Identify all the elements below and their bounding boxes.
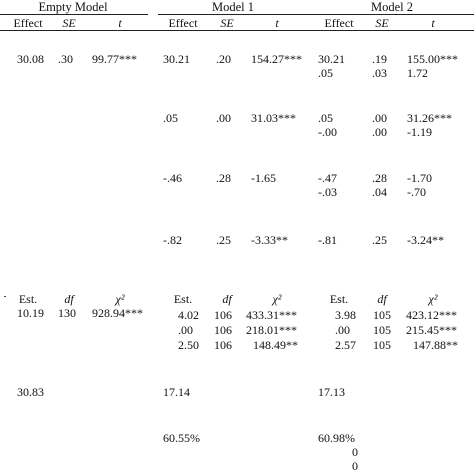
m2-re-df-1: 105	[373, 308, 391, 322]
m1-re-df-2: 106	[214, 323, 232, 337]
empty-t: 99.77***	[92, 52, 137, 66]
deviance-m2: 17.13	[318, 385, 345, 399]
empty-re-est: 10.19	[17, 306, 44, 320]
variance-extra-1: 0	[352, 445, 358, 459]
empty-se: .30	[58, 52, 73, 66]
m2-t-row1: 155.00***	[407, 52, 458, 66]
col-chi2-m1: χ²	[272, 292, 282, 306]
header-empty-model: Empty Model	[38, 0, 108, 14]
header-rule-model1	[158, 14, 318, 15]
m1-re-df-3: 106	[214, 338, 232, 352]
m2-effect-row1: 30.21	[318, 52, 345, 66]
margin-mark	[4, 296, 6, 297]
m2-effect-row3b: -.03	[318, 185, 337, 199]
m1-re-chi2-1: 433.31***	[246, 308, 297, 322]
variance-extra-2: 0	[352, 459, 358, 473]
m2-re-chi2-3: 147.88**	[413, 338, 458, 352]
m1-effect-row4: -.82	[163, 233, 182, 247]
m2-re-est-1: 3.98	[335, 308, 356, 322]
m1-re-chi2-3: 148.49**	[253, 338, 298, 352]
m2-effect-row2: .05	[318, 111, 333, 125]
m1-re-est-3: 2.50	[178, 338, 199, 352]
variance-explained-m2: 60.98%	[318, 431, 355, 445]
m1-t-row2: 31.03***	[251, 111, 296, 125]
m1-re-est-2: .00	[178, 323, 193, 337]
m2-se-row4: .25	[372, 233, 387, 247]
col-t-m2: t	[431, 16, 435, 30]
col-effect-m2: Effect	[324, 16, 354, 30]
m2-effect-row3: -.47	[318, 171, 337, 185]
m1-effect-row2: .05	[163, 111, 178, 125]
m2-t-row2b: -1.19	[407, 125, 432, 139]
m2-se-row3: .28	[372, 171, 387, 185]
m2-se-row1: .19	[372, 52, 387, 66]
deviance-empty: 30.83	[17, 385, 44, 399]
header-rule-empty	[0, 14, 148, 15]
m2-t-row3: -1.70	[407, 171, 432, 185]
m1-re-df-1: 106	[214, 308, 232, 322]
variance-explained-m1: 60.55%	[163, 431, 200, 445]
m2-re-chi2-2: 215.45***	[406, 323, 457, 337]
col-est-m2: Est.	[329, 292, 349, 306]
m1-se-row1: .20	[216, 52, 231, 66]
column-header-rule	[0, 30, 474, 31]
m2-se-row1b: .03	[372, 66, 387, 80]
m2-t-row1b: 1.72	[407, 66, 428, 80]
header-model-1: Model 1	[211, 0, 255, 14]
m2-se-row2b: .00	[372, 125, 387, 139]
m1-effect-row1: 30.21	[163, 52, 190, 66]
m2-t-row4: -3.24**	[407, 233, 444, 247]
m1-se-row4: .25	[216, 233, 231, 247]
m2-re-est-3: 2.57	[335, 338, 356, 352]
m1-effect-row3: -.46	[163, 171, 182, 185]
empty-re-df: 130	[58, 306, 76, 320]
m2-effect-row4: -.81	[318, 233, 337, 247]
m1-t-row4: -3.33**	[251, 233, 288, 247]
empty-re-chi2: 928.94***	[92, 306, 143, 320]
m2-re-df-3: 105	[373, 338, 391, 352]
col-est-m1: Est.	[173, 292, 193, 306]
m1-se-row3: .28	[216, 171, 231, 185]
col-df-empty: df	[64, 292, 74, 306]
header-rule-model2	[318, 14, 474, 15]
m1-se-row2: .00	[216, 111, 231, 125]
m1-re-chi2-2: 218.01***	[246, 323, 297, 337]
m2-t-row2: 31.26***	[407, 111, 452, 125]
m1-t-row3: -1.65	[251, 171, 276, 185]
col-se-empty: SE	[62, 16, 76, 30]
m2-re-est-2: .00	[335, 323, 350, 337]
m1-re-est-1: 4.02	[178, 308, 199, 322]
col-effect-m1: Effect	[168, 16, 198, 30]
m2-re-chi2-1: 423.12***	[406, 308, 457, 322]
col-chi2-m2: χ²	[428, 292, 438, 306]
header-model-2: Model 2	[370, 0, 414, 14]
m2-se-row2: .00	[372, 111, 387, 125]
m2-se-row3b: .04	[372, 185, 387, 199]
col-df-m2: df	[377, 292, 387, 306]
empty-effect: 30.08	[17, 52, 44, 66]
deviance-m1: 17.14	[163, 385, 190, 399]
m2-effect-row1b: .05	[318, 66, 333, 80]
m2-t-row3b: -.70	[407, 185, 426, 199]
m2-re-df-2: 105	[373, 323, 391, 337]
m1-t-row1: 154.27***	[251, 52, 302, 66]
col-est-empty: Est.	[18, 292, 38, 306]
col-df-m1: df	[222, 292, 232, 306]
m2-effect-row2b: -.00	[318, 125, 337, 139]
col-effect-empty: Effect	[13, 16, 43, 30]
col-se-m1: SE	[220, 16, 234, 30]
col-chi2-empty: χ²	[115, 292, 125, 306]
col-t-m1: t	[275, 16, 279, 30]
col-se-m2: SE	[375, 16, 389, 30]
col-t-empty: t	[118, 16, 122, 30]
